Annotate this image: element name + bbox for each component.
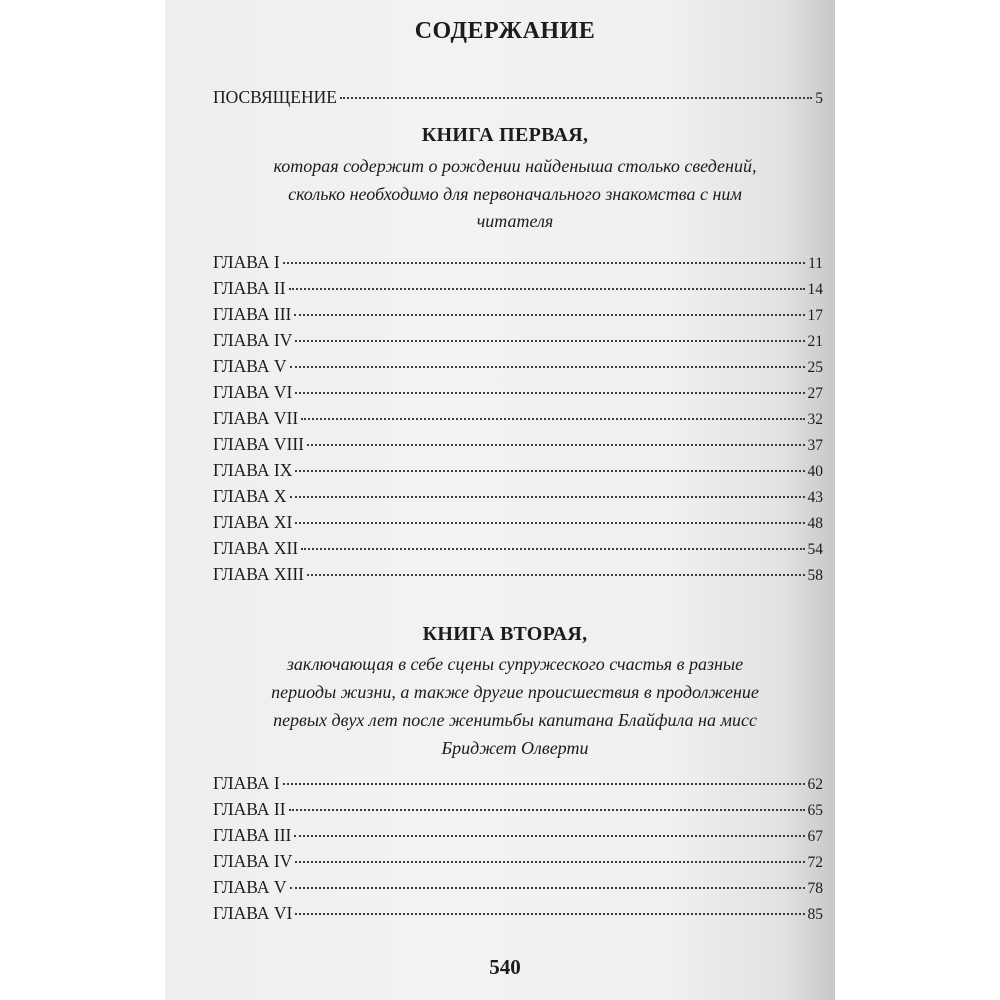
- toc-entry-label: ГЛАВА II: [213, 799, 286, 819]
- book2-heading: КНИГА ВТОРАЯ,: [422, 623, 588, 645]
- toc-entry-chapter: [213, 353, 823, 379]
- toc-entry-page: 65: [807, 802, 823, 819]
- toc-entry-chapter: [213, 483, 823, 509]
- page-title: СОДЕРЖАНИЕ: [414, 18, 596, 44]
- toc-entry-chapter: [213, 770, 823, 796]
- toc-entry-page: 40: [807, 463, 823, 480]
- toc-entry-page: 48: [807, 515, 823, 532]
- toc-entry-page: 78: [807, 880, 823, 897]
- toc-entry-chapter: [213, 848, 823, 874]
- toc-entry-chapter: [213, 301, 823, 327]
- book2-description-line: периоды жизни, а также другие происшествия в продолжение: [271, 682, 759, 702]
- toc-entry-page: 54: [807, 541, 823, 558]
- dot-leader: [295, 391, 804, 394]
- toc-entry-page: 62: [807, 776, 823, 793]
- toc-entry-label: ГЛАВА I: [213, 252, 280, 272]
- toc-entry-page: 32: [807, 411, 823, 428]
- toc-entry-page: 21: [807, 333, 823, 350]
- dot-leader: [294, 313, 804, 316]
- book1-description-line: которая содержит о рождении найденыша столько сведений,: [273, 156, 757, 176]
- dot-leader: [290, 365, 805, 368]
- dot-leader: [289, 287, 805, 290]
- book1-description-line: читателя: [476, 211, 554, 231]
- toc-entry-page: 67: [807, 828, 823, 845]
- toc-entry-label: ГЛАВА IV: [213, 851, 293, 871]
- dot-leader: [301, 417, 804, 420]
- book1-heading: КНИГА ПЕРВАЯ,: [421, 124, 589, 146]
- toc-entry-chapter: [213, 535, 823, 561]
- toc-entry-page: 5: [815, 90, 823, 107]
- toc-entry-chapter: [213, 275, 823, 301]
- toc-entry-chapter: [213, 405, 823, 431]
- toc-entry-label: ГЛАВА X: [213, 486, 287, 506]
- toc-entry-page: 27: [807, 385, 823, 402]
- toc-entry-page: 11: [808, 255, 823, 272]
- toc-entry-label: ГЛАВА I: [213, 773, 280, 793]
- book2-description-line: первых двух лет после женитьбы капитана Блайфила на мисс: [273, 710, 757, 730]
- dot-leader: [295, 860, 804, 863]
- toc-entry-page: 58: [807, 567, 823, 584]
- toc-entry-chapter: [213, 327, 823, 353]
- toc-entry-page: 43: [807, 489, 823, 506]
- toc-entry-label: ГЛАВА VI: [213, 903, 293, 923]
- toc-entry-chapter: [213, 457, 823, 483]
- dot-leader: [301, 547, 804, 550]
- toc-entry-label: ГЛАВА IV: [213, 330, 293, 350]
- toc-entry-page: 25: [807, 359, 823, 376]
- toc-entry-label: ГЛАВА II: [213, 278, 286, 298]
- toc-entry-page: 85: [807, 906, 823, 923]
- dot-leader: [340, 96, 812, 99]
- toc-entry-label: ГЛАВА XII: [213, 538, 299, 558]
- book2-description-line: Бриджет Олверти: [441, 738, 589, 758]
- dot-leader: [295, 469, 804, 472]
- toc-entry-chapter: [213, 509, 823, 535]
- toc-entry-chapter: [213, 249, 823, 275]
- book-page: [165, 0, 835, 1000]
- toc-entry-label: ГЛАВА IX: [213, 460, 293, 480]
- dot-leader: [289, 808, 805, 811]
- dot-leader: [283, 782, 805, 785]
- toc-entry-chapter: [213, 379, 823, 405]
- dot-leader: [295, 521, 804, 524]
- dot-leader: [290, 886, 805, 889]
- toc-entry-label: ГЛАВА VII: [213, 408, 299, 428]
- toc-entry-page: 72: [807, 854, 823, 871]
- toc-entry-chapter: [213, 822, 823, 848]
- toc-entry-label: ГЛАВА XIII: [213, 564, 305, 584]
- book1-description-line: сколько необходимо для первоначального знакомства с ним: [288, 184, 742, 204]
- toc-entry-page: 17: [807, 307, 823, 324]
- toc-entry-chapter: [213, 796, 823, 822]
- toc-entry-page: 14: [807, 281, 823, 298]
- toc-entry-page: 37: [807, 437, 823, 454]
- toc-entry-chapter: [213, 561, 823, 587]
- dot-leader: [283, 261, 805, 264]
- book2-description-line: заключающая в себе сцены супружеского счастья в разные: [286, 654, 744, 674]
- page-number: 540: [489, 955, 521, 979]
- toc-entry-label: ГЛАВА III: [213, 304, 292, 324]
- toc-entry-chapter: [213, 900, 823, 926]
- toc-entry-label: ГЛАВА III: [213, 825, 292, 845]
- toc-entry-label: ГЛАВА XI: [213, 512, 293, 532]
- dot-leader: [290, 495, 805, 498]
- dot-leader: [307, 573, 804, 576]
- toc-entry-chapter: [213, 874, 823, 900]
- dot-leader: [294, 834, 804, 837]
- toc-entry-dedication: [213, 84, 823, 110]
- toc-entry-chapter: [213, 431, 823, 457]
- toc-entry-label: ГЛАВА V: [213, 877, 287, 897]
- dot-leader: [295, 339, 804, 342]
- toc-entry-label: ГЛАВА V: [213, 356, 287, 376]
- dot-leader: [307, 443, 804, 446]
- toc-entry-label: ГЛАВА VIII: [213, 434, 305, 454]
- dot-leader: [295, 912, 804, 915]
- toc-entry-label: ГЛАВА VI: [213, 382, 293, 402]
- toc-entry-label: ПОСВЯЩЕНИЕ: [213, 87, 337, 107]
